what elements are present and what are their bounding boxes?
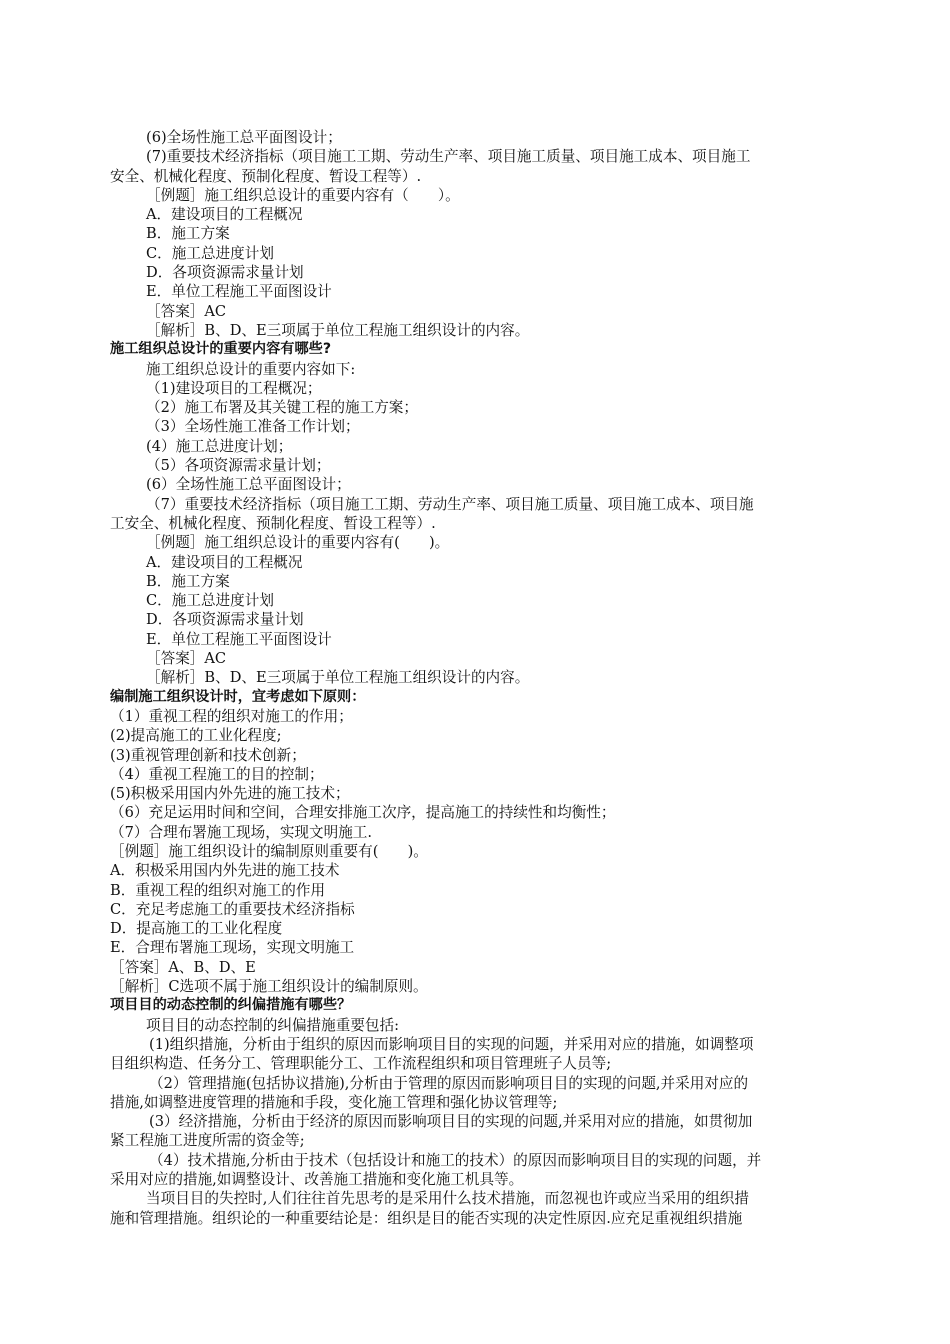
section-heading: 项目目的动态控制的纠偏措施有哪些？ [110,997,352,1014]
list-item: (1)组织措施，分析由于组织的原因而影响项目目的实现的问题，并采用对应的措施，如调整项 [149,1035,754,1053]
list-item: （7）合理布署施工现场，实现文明施工. [110,823,373,841]
option-b: B．施工方案 [146,572,230,590]
explanation: ［解析］B、D、E三项属于单位工程施工组织设计的内容。 [146,669,530,687]
answer: ［答案］AC [146,650,227,668]
option-b: B．重视工程的组织对施工的作用 [110,881,326,899]
section-heading: 编制施工组织设计时，宜考虑如下原则： [110,688,366,705]
answer: ［答案］A、B、D、E [110,958,256,976]
option-b: B．施工方案 [146,225,230,243]
list-item: （4）技术措施,分析由于技术（包括设计和施工的技术）的原因而影响项目目的实现的问题，并 [149,1151,762,1169]
option-e: E．合理布署施工现场，实现文明施工 [110,939,355,957]
list-item: （2）管理措施(包括协议措施),分析由于管理的原因而影响项目目的实现的问题,并采用对应的 [149,1074,749,1092]
list-item: （6）充足运用时间和空间，合理安排施工次序，提高施工的持续性和均衡性； [110,804,616,822]
option-c: C．充足考虑施工的重要技术经济指标 [110,900,355,918]
answer: ［答案］AC [146,302,227,320]
list-item: （4）重视工程施工的目的控制； [110,765,324,783]
option-d: D．各项资源需求量计划 [146,264,304,282]
option-e: E．单位工程施工平面图设计 [146,283,332,301]
list-item: （1）重视工程的组织对施工的作用； [110,707,353,725]
list-item: (4）施工总进度计划； [146,437,293,455]
list-item: （1)建设项目的工程概况； [146,379,322,397]
list-item: (3）经济措施，分析由于经济的原因而影响项目目的实现的问题,并采用对应的措施，如贯彻加 [149,1113,753,1131]
list-item: (3)重视管理创新和技术创新； [110,746,306,764]
text-line: 项目目的动态控制的纠偏措施重要包括: [146,1016,400,1034]
text-line: 措施,如调整进度管理的措施和手段，变化施工管理和强化协议管理等; [110,1093,558,1111]
option-a: A．建设项目的工程概况 [146,206,303,224]
text-line: (7)重要技术经济指标（项目施工工期、劳动生产率、项目施工质量、项目施工成本、项目施工 [146,148,751,166]
option-a: A．积极采用国内外先进的施工技术 [110,862,340,880]
list-item: （3）全场性施工准备工作计划； [146,418,360,436]
text-line: 紧工程施工进度所需的资金等; [110,1132,305,1150]
document-body [110,128,845,1228]
list-item: (6）全场性施工总平面图设计； [146,476,351,494]
text-line: 目组织构造、任务分工、管理职能分工、工作流程组织和项目管理班子人员等; [110,1055,612,1073]
list-item: （5）各项资源需求量计划； [146,457,331,475]
list-item: (5)积极采用国内外先进的施工技术； [110,785,350,803]
text-line: 采用对应的措施,如调整设计、改善施工措施和变化施工机具等。 [110,1171,524,1189]
option-e: E．单位工程施工平面图设计 [146,630,332,648]
option-a: A．建设项目的工程概况 [146,553,303,571]
example-question: ［例题］施工组织设计的编制原则重要有( )。 [110,842,428,860]
explanation: ［解析］B、D、E三项属于单位工程施工组织设计的内容。 [146,321,530,339]
text-line: 工安全、机械化程度、预制化程度、暂设工程等）. [110,514,436,532]
option-c: C．施工总进度计划 [146,244,274,262]
text-line: 当项目目的失控时,人们往往首先思考的是采用什么技术措施，而忽视也许或应当采用的组织措 [146,1190,749,1208]
section-heading: 施工组织总设计的重要内容有哪些? [110,341,332,358]
text-line: (6)全场性施工总平面图设计； [146,129,342,146]
text-line: 安全、机械化程度、预制化程度、暂设工程等）. [110,167,422,185]
example-question: ［例题］施工组织总设计的重要内容有（ ）。 [146,186,460,204]
text-line: 施和管理措施。组织论的一种重要结论是：组织是目的能否实现的决定性原因.应充足重视组织措施 [110,1209,743,1227]
example-question: ［例题］施工组织总设计的重要内容有( )。 [146,534,450,552]
text-line: 施工组织总设计的重要内容如下: [146,360,356,378]
list-item: （7）重要技术经济指标（项目施工工期、劳动生产率、项目施工质量、项目施工成本、项目施 [146,495,754,513]
list-item: (2)提高施工的工业化程度; [110,727,282,745]
list-item: （2）施工布署及其关键工程的施工方案； [146,399,418,417]
explanation: ［解析］C选项不属于施工组织设计的编制原则。 [110,978,428,996]
option-d: D．各项资源需求量计划 [146,611,304,629]
option-d: D．提高施工的工业化程度 [110,920,283,938]
option-c: C．施工总进度计划 [146,592,274,610]
